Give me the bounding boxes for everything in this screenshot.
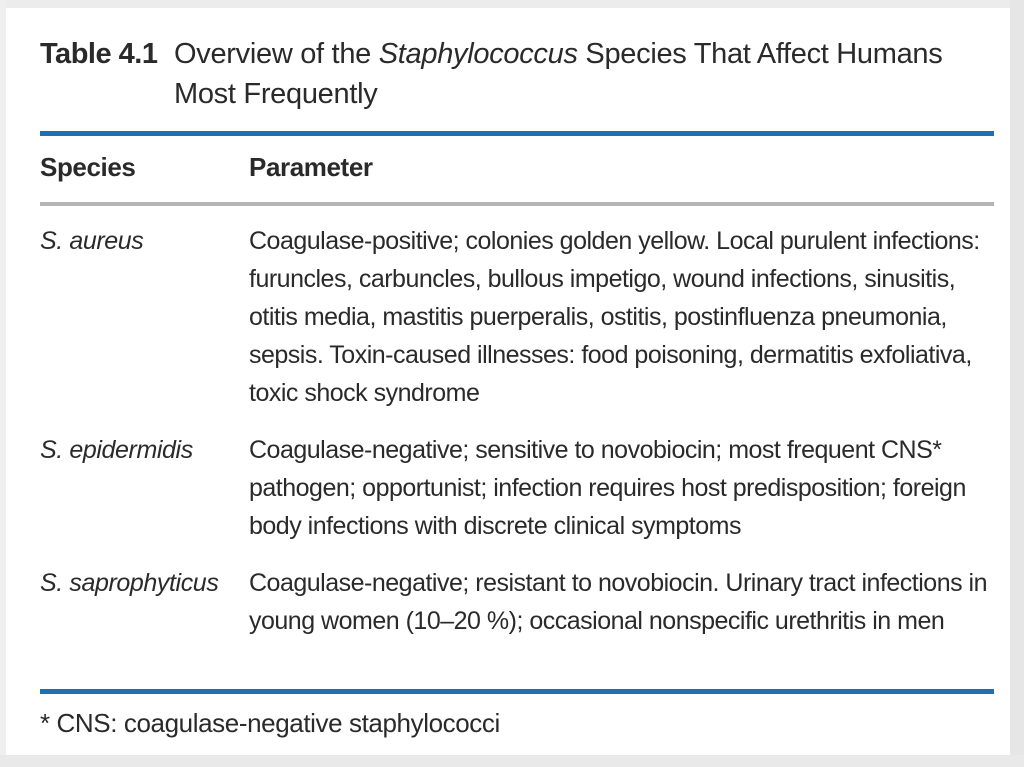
column-header-parameter: Parameter (249, 152, 373, 182)
parameter-cell: Coagulase-negative; sensitive to novobiocin; most frequent CNS* pathogen; opportunist; infection requires host predisposition; foreign body infections with discrete clinical symptoms (249, 436, 966, 540)
table-caption (40, 34, 990, 110)
page-edge-left (0, 0, 6, 767)
species-cell: S. saprophyticus (40, 569, 219, 597)
column-header-species: Species (40, 152, 136, 182)
header-rule (40, 202, 994, 206)
table-label-prefix: Table 4. (40, 38, 142, 70)
page-edge-bottom (0, 755, 1024, 767)
table-bottom-rule (40, 689, 994, 694)
table-label-number: 1 (141, 38, 158, 70)
parameter-cell: Coagulase-positive; colonies golden yellow. Local purulent infections: furuncles, carbuncles, bullous impetigo, wound infections, sinusitis, otitis media, mastitis puerperalis, ostitis, postinfluenza pneumonia, sepsis. Toxin-caused illnesses: food poisoning, dermatitis exfoliativa, toxic shock syndrome (249, 227, 980, 407)
table-title-after: Species That Affect Humans Most Frequently (174, 38, 943, 110)
table-title-genus: Staphylococcus (378, 38, 578, 70)
table-footnote: * CNS: coagulase-negative staphylococci (40, 708, 500, 738)
page-edge-right (1010, 0, 1024, 767)
table-title (174, 34, 984, 114)
parameter-cell: Coagulase-negative; resistant to novobiocin. Urinary tract infections in young women (10–20 %); occasional nonspecific urethritis in men (249, 569, 988, 635)
table-label (40, 34, 174, 74)
table-top-rule (40, 131, 994, 136)
species-cell: S. aureus (40, 227, 144, 255)
page-edge-top (0, 0, 1024, 8)
species-cell: S. epidermidis (40, 436, 193, 464)
table-title-before: Overview of the (174, 38, 379, 70)
